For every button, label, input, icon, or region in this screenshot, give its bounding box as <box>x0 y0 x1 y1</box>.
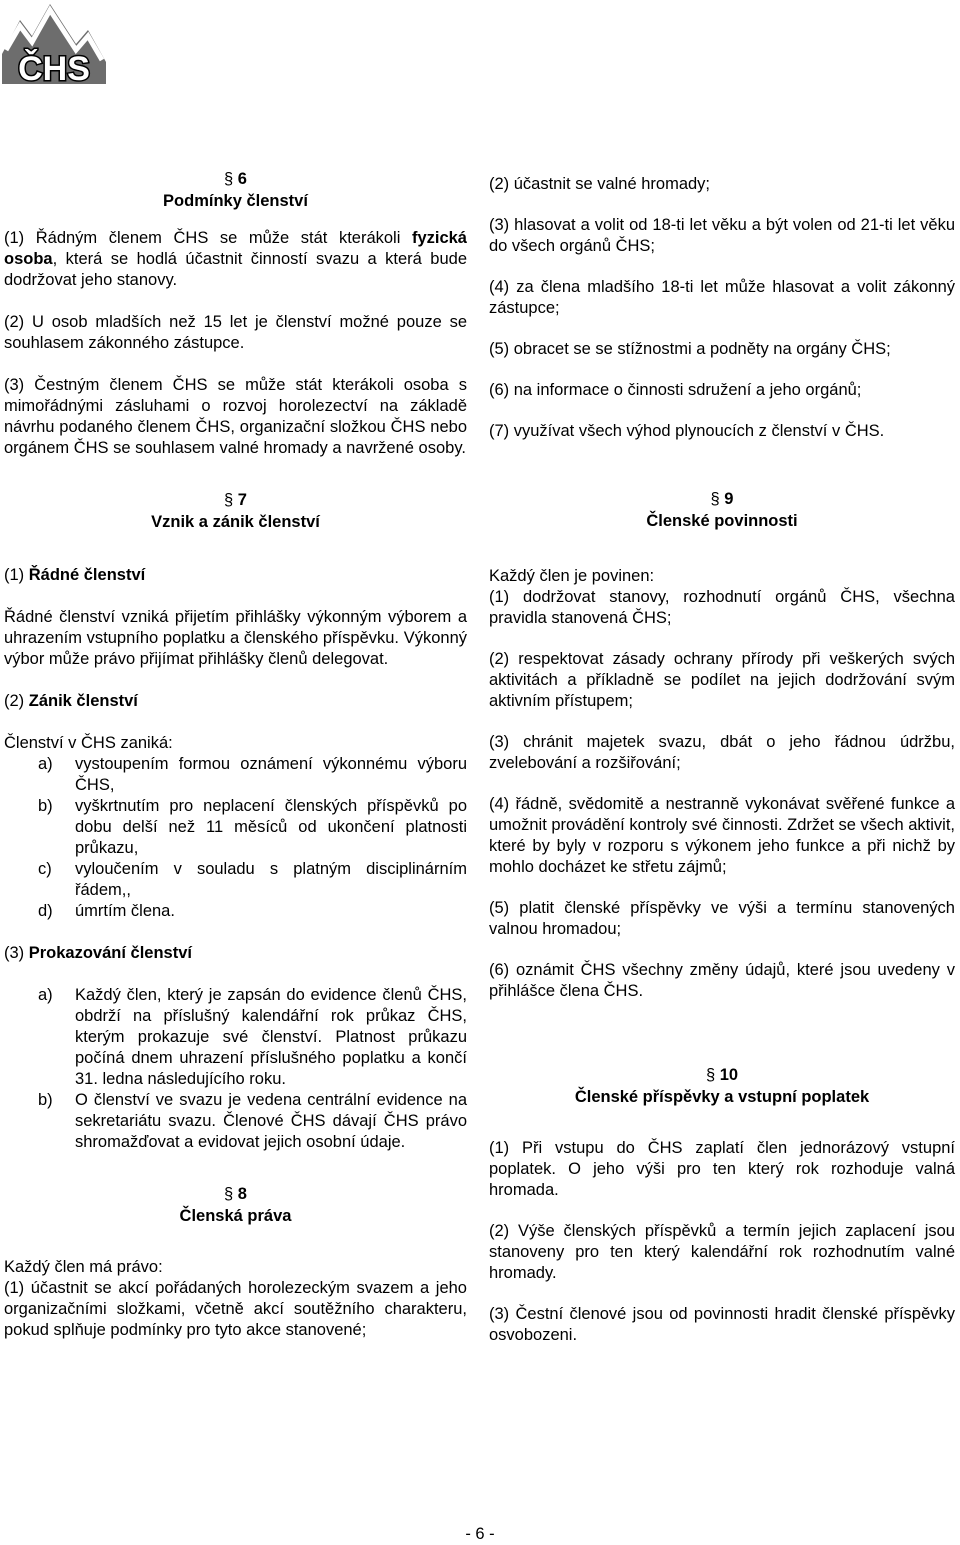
s8-item-4: (4) za člena mladšího 18-ti let může hlasovat a volit zákonný zástupce; <box>489 278 955 317</box>
section-number: § 10 <box>489 1064 955 1086</box>
section-number: § 6 <box>4 168 467 190</box>
s8-item-1: (1) účastnit se akcí pořádaných horolezeckým svazem a jeho organizačními složkami, včetně akcí soutěžního charakteru, pokud splňuje podmínky pro tyto akce stanovené; <box>4 1279 467 1339</box>
section-7-heading <box>4 489 467 533</box>
s8-item-2: (2) účastnit se valné hromady; <box>489 175 711 193</box>
section-number: § 8 <box>4 1183 467 1205</box>
sub-number: (3) <box>4 944 29 962</box>
s10-item-3: (3) Čestní členové jsou od povinnosti hradit členské příspěvky osvobozeni. <box>489 1305 955 1344</box>
list-text: O členství ve svazu je vedena centrální evidence na sekretariátu svazu. Členové ČHS dávají ČHS právo shromažďovat a evidovat jejich osobní údaje. <box>75 1091 467 1151</box>
section-title: Členské příspěvky a vstupní poplatek <box>574 1088 870 1106</box>
s9-intro: Každý člen je povinen: <box>489 567 655 585</box>
list-item <box>4 859 467 901</box>
s8-intro: Každý člen má právo: <box>4 1258 163 1276</box>
list-text: vyloučením v souladu s platným disciplinárním řádem,, <box>75 860 467 899</box>
section-title: Členské povinnosti <box>646 512 798 530</box>
list-item <box>4 901 467 922</box>
logo-text: ČHS <box>18 50 90 84</box>
s8-item-3: (3) hlasovat a volit od 18-ti let věku a být volen od 21-ti let věku do všech orgánů ČHS; <box>489 216 955 255</box>
section-title: Podmínky členství <box>163 192 308 210</box>
page-number: - 6 - <box>465 1525 495 1543</box>
section-title: Vznik a zánik členství <box>151 513 320 531</box>
s9-item-3: (3) chránit majetek svazu, dbát o jeho řádnou údržbu, zvelebování a rozšiřování; <box>489 733 955 772</box>
list-text: vyškrtnutím pro neplacení členských příspěvků po dobu delší než 11 měsíců od ukončení platnosti průkazu, <box>75 797 467 857</box>
list-label: b) <box>38 797 53 815</box>
list-label: a) <box>38 755 53 773</box>
left-column <box>4 168 467 1341</box>
list-item <box>4 796 467 859</box>
list-text: vystoupením formou oznámení výkonnému výboru ČHS, <box>75 755 467 794</box>
s9-item-4: (4) řádně, svědomitě a nestranně vykonávat svěřené funkce a umožnit provádění kontroly své činnosti. Zdržet se všech aktivit, které by byly v rozporu s výkonem jeho funkce a při nichž by mohlo docházet ke střetu zájmů; <box>489 795 955 876</box>
s6-p1-bold: fyzická osoba <box>4 229 467 268</box>
s7-paragraph-1: Řádné členství vzniká přijetím přihlášky výkonným výborem a uhrazením vstupního poplatku a členského příspěvku. Výkonný výbor může právo přijímat přihlášky členů delegovat. <box>4 608 467 668</box>
zanik-list <box>4 754 467 922</box>
section-number: § 7 <box>4 489 467 511</box>
prokaz-list <box>4 985 467 1153</box>
s6-p1-text: (1) Řádným členem ČHS se může stát kterákoli <box>4 229 412 247</box>
right-column <box>489 174 955 1346</box>
section-9-heading <box>489 488 955 532</box>
list-item <box>4 1090 467 1153</box>
section-number: § 9 <box>489 488 955 510</box>
s8-item-7: (7) využívat všech výhod plynoucích z členství v ČHS. <box>489 422 885 440</box>
section-10-heading <box>489 1064 955 1108</box>
s10-item-1: (1) Při vstupu do ČHS zaplatí člen jednorázový vstupní poplatek. O jeho výši pro ten který rok rozhoduje valná hromada. <box>489 1139 955 1199</box>
s9-item-2: (2) respektovat zásady ochrany přírody při veškerých svých aktivitách a příkladně se podílet na jejich dodržování svým aktivním přístupem; <box>489 650 955 710</box>
s7-subheading-1 <box>4 565 467 586</box>
s8-item-6: (6) na informace o činnosti sdružení a jeho orgánů; <box>489 381 862 399</box>
s6-paragraph-2: (2) U osob mladších než 15 let je členství možné pouze se souhlasem zákonného zástupce. <box>4 313 467 352</box>
s6-paragraph-1 <box>4 228 467 291</box>
chs-logo <box>2 0 106 84</box>
section-6-heading <box>4 168 467 212</box>
sub-number: (1) <box>4 566 29 584</box>
s7-zanik-intro: Členství v ČHS zaniká: <box>4 734 173 752</box>
list-label: a) <box>38 986 53 1004</box>
section-8-heading <box>4 1183 467 1227</box>
list-item <box>4 985 467 1090</box>
list-text: úmrtím člena. <box>75 902 175 920</box>
s8-item-5: (5) obracet se se stížnostmi a podněty na orgány ČHS; <box>489 340 891 358</box>
sub-title: Zánik členství <box>28 692 138 710</box>
list-label: b) <box>38 1091 53 1109</box>
list-label: d) <box>38 902 53 920</box>
s10-item-2: (2) Výše členských příspěvků a termín jejich zaplacení jsou stanoveny pro ten který kalendářní rok rozhodnutím valné hromady. <box>489 1222 955 1282</box>
sub-number: (2) <box>4 692 29 710</box>
sub-title: Řádné členství <box>28 566 146 584</box>
s6-paragraph-3: (3) Čestným členem ČHS se může stát kterákoli osoba s mimořádnými zásluhami o rozvoj horolezectví na základě návrhu podaného členem ČHS, organizační složkou ČHS nebo orgánem ČHS se souhlasem valné hromady a navržené osoby. <box>4 376 467 457</box>
sub-title: Prokazování členství <box>28 944 192 962</box>
mountain-logo-icon <box>2 0 106 84</box>
s9-item-1: (1) dodržovat stanovy, rozhodnutí orgánů ČHS, všechna pravidla stanovená ČHS; <box>489 588 955 627</box>
s9-item-6: (6) oznámit ČHS všechny změny údajů, které jsou uvedeny v přihlášce člena ČHS. <box>489 961 955 1000</box>
list-text: Každý člen, který je zapsán do evidence členů ČHS, obdrží na příslušný kalendářní rok průkaz ČHS, kterým prokazuje své členství. Platnost průkazu počíná dnem uhrazení příslušného poplatku a končí 31. ledna následujícího roku. <box>75 986 467 1088</box>
s9-item-5: (5) platit členské příspěvky ve výši a termínu stanovených valnou hromadou; <box>489 899 955 938</box>
section-title: Členská práva <box>179 1207 292 1225</box>
list-item <box>4 754 467 796</box>
s6-p1-text-end: , která se hodlá účastnit činností svazu a která bude dodržovat jeho stanovy. <box>4 250 467 289</box>
list-label: c) <box>38 860 52 878</box>
s7-subheading-2 <box>4 691 467 712</box>
s7-subheading-3 <box>4 943 467 964</box>
